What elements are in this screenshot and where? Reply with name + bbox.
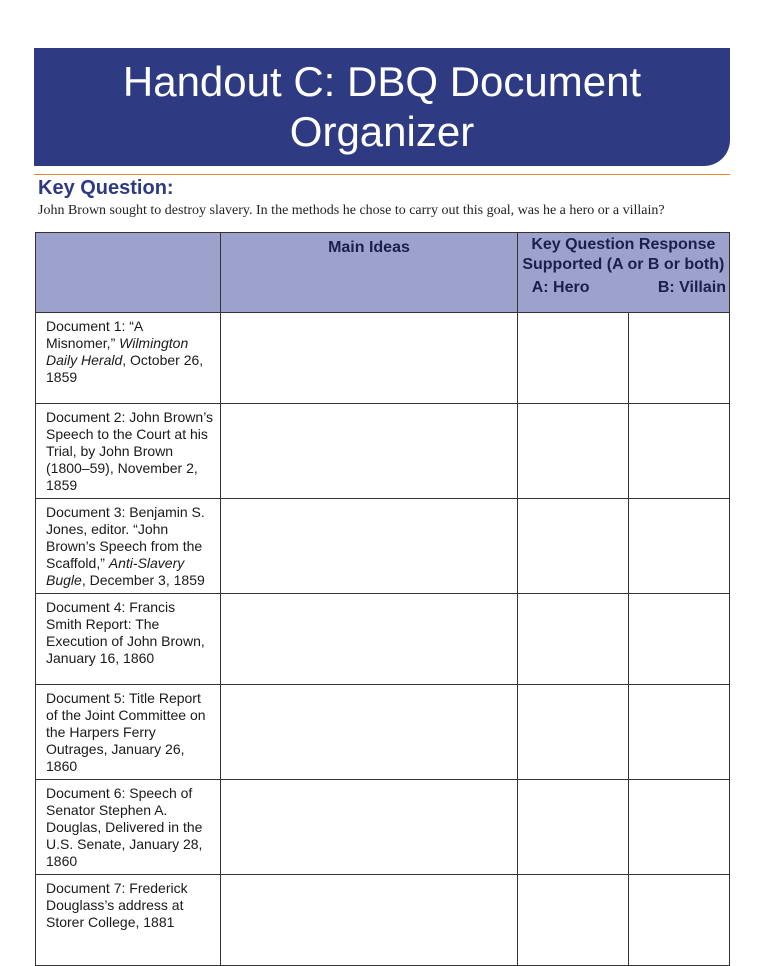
table-row	[36, 404, 730, 499]
hero-cell[interactable]	[517, 594, 628, 685]
table-row	[36, 594, 730, 685]
document-label-text: Document 5: Title Report of the Joint Committee on the Harpers Ferry Outrages, January 26, 1860	[46, 690, 206, 774]
document-label	[36, 499, 221, 594]
header-response	[517, 233, 729, 313]
table-row	[36, 499, 730, 594]
hero-cell[interactable]	[517, 404, 628, 499]
main-ideas-cell[interactable]	[221, 313, 517, 404]
document-label-text: Document 1: “A Misnomer,”	[46, 318, 143, 351]
villain-cell[interactable]	[628, 875, 729, 966]
main-ideas-cell[interactable]	[221, 404, 517, 499]
document-date: , December 3, 1859	[81, 572, 205, 588]
document-label-text: Document 4: Francis Smith Report: The Execution of John Brown, January 16, 1860	[46, 599, 205, 666]
key-question-label: Key Question:	[38, 177, 174, 199]
document-label-text: Document 7: Frederick Douglass’s address at Storer College, 1881	[46, 880, 188, 930]
villain-cell[interactable]	[628, 404, 729, 499]
document-date: , October 26, 1859	[46, 352, 204, 385]
publication-title: Wilmington Daily Herald	[46, 335, 189, 368]
header-document	[36, 233, 221, 313]
header-main-ideas: Main Ideas	[221, 233, 517, 313]
main-ideas-cell[interactable]	[221, 594, 517, 685]
villain-cell[interactable]	[628, 313, 729, 404]
header-response-title: Key Question Response Supported (A or B or both)	[522, 236, 725, 273]
hero-cell[interactable]	[517, 499, 628, 594]
publication-title: Anti-Slavery Bugle	[46, 555, 185, 588]
villain-cell[interactable]	[628, 594, 729, 685]
villain-cell[interactable]	[628, 499, 729, 594]
table-row	[36, 685, 730, 780]
page-title: Handout C: DBQ Document Organizer	[122, 58, 642, 155]
main-ideas-cell[interactable]	[221, 780, 517, 875]
document-label	[36, 594, 221, 685]
title-banner	[34, 48, 730, 166]
document-label-text: Document 3: Benjamin S. Jones, editor. “John Brown’s Speech from the Scaffold,”	[46, 504, 205, 571]
document-label-text: Document 2: John Brown’s Speech to the Court at his Trial, by John Brown (1800–59), November 2, 1859	[46, 409, 214, 493]
key-question-text: John Brown sought to destroy slavery. In the methods he chose to carry out this goal, was he a hero or a villain?	[38, 203, 665, 218]
header-option-b: B: Villain	[657, 279, 726, 296]
divider	[34, 174, 730, 175]
villain-cell[interactable]	[628, 780, 729, 875]
hero-cell[interactable]	[517, 313, 628, 404]
table-row	[36, 780, 730, 875]
hero-cell[interactable]	[517, 875, 628, 966]
document-label-text: Document 6: Speech of Senator Stephen A. Douglas, Delivered in the U.S. Senate, January 28, 1860	[46, 785, 203, 869]
table-header-row	[36, 233, 730, 313]
hero-cell[interactable]	[517, 780, 628, 875]
table-row	[36, 875, 730, 966]
document-label	[36, 313, 221, 404]
document-label	[36, 404, 221, 499]
main-ideas-cell[interactable]	[221, 875, 517, 966]
document-label	[36, 780, 221, 875]
table-row	[36, 313, 730, 404]
document-label	[36, 875, 221, 966]
villain-cell[interactable]	[628, 685, 729, 780]
header-option-a: A: Hero	[531, 279, 590, 296]
document-label	[36, 685, 221, 780]
main-ideas-cell[interactable]	[221, 499, 517, 594]
main-ideas-cell[interactable]	[221, 685, 517, 780]
hero-cell[interactable]	[517, 685, 628, 780]
document-organizer-table	[35, 232, 730, 966]
